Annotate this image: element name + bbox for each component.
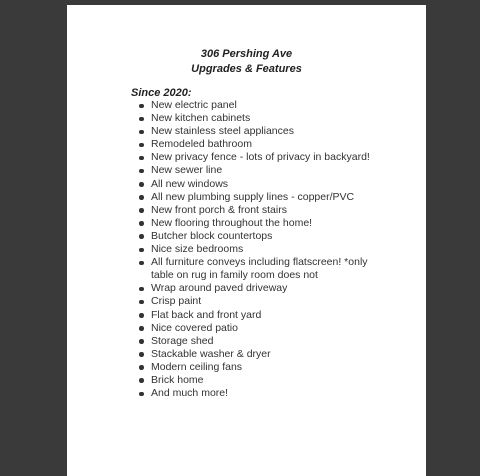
- list-item: All new plumbing supply lines - copper/PVC: [137, 191, 377, 204]
- list-item: Crisp paint: [137, 295, 377, 308]
- list-item: New privacy fence - lots of privacy in backyard!: [137, 151, 377, 164]
- list-item: Flat back and front yard: [137, 309, 377, 322]
- list-item: Brick home: [137, 374, 377, 387]
- list-item: New front porch & front stairs: [137, 204, 377, 217]
- section-heading: Since 2020:: [131, 87, 192, 99]
- list-item: Stackable washer & dryer: [137, 348, 377, 361]
- list-item: Butcher block countertops: [137, 230, 377, 243]
- list-item: New kitchen cabinets: [137, 112, 377, 125]
- document-title-address: 306 Pershing Ave: [200, 48, 293, 60]
- list-item: New sewer line: [137, 164, 377, 177]
- features-list: [137, 99, 377, 400]
- list-item: Nice size bedrooms: [137, 243, 377, 256]
- list-item: Nice covered patio: [137, 322, 377, 335]
- document-title-subtitle: Upgrades & Features: [191, 63, 302, 75]
- list-item: Wrap around paved driveway: [137, 282, 377, 295]
- list-item: Storage shed: [137, 335, 377, 348]
- list-item: And much more!: [137, 387, 377, 400]
- list-item: All new windows: [137, 178, 377, 191]
- document-page: [67, 5, 426, 476]
- list-item: All furniture conveys including flatscreen! *only table on rug in family room does not: [137, 256, 377, 282]
- list-item: Remodeled bathroom: [137, 138, 377, 151]
- list-item: Modern ceiling fans: [137, 361, 377, 374]
- list-item: New flooring throughout the home!: [137, 217, 377, 230]
- list-item: New stainless steel appliances: [137, 125, 377, 138]
- list-item: New electric panel: [137, 99, 377, 112]
